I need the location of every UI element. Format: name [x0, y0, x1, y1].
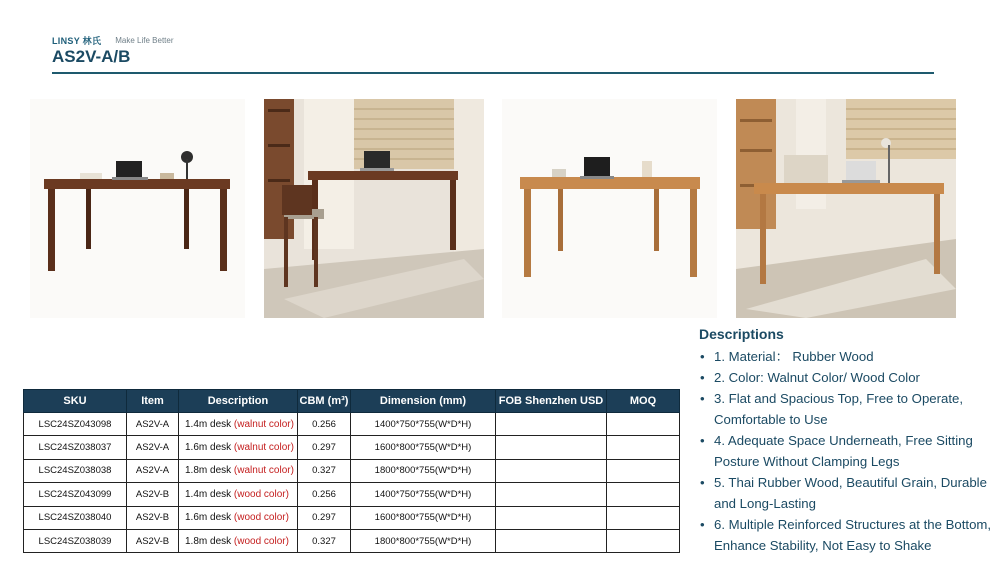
table-row — [24, 483, 680, 506]
description-text: 4. Adequate Space Underneath, Free Sitting Posture Without Clamping Legs — [714, 433, 973, 469]
walnut-desk-white-photo — [30, 99, 245, 318]
moq-cell — [607, 529, 680, 552]
item-cell: AS2V-B — [127, 506, 179, 529]
description-size: 1.4m desk — [185, 488, 234, 500]
dimension-cell: 1800*800*755(W*D*H) — [351, 529, 496, 552]
description-size: 1.8m desk — [185, 465, 234, 477]
description-text: 6. Multiple Reinforced Structures at the Bottom, Enhance Stability, Not Easy to Shake — [714, 517, 992, 553]
moq-cell — [607, 483, 680, 506]
sku-cell: LSC24SZ038038 — [24, 459, 127, 482]
spec-table — [23, 389, 680, 553]
table-row — [24, 529, 680, 552]
brand-slogan: Make Life Better — [115, 35, 174, 45]
cbm-cell: 0.327 — [298, 529, 351, 552]
item-cell: AS2V-A — [127, 459, 179, 482]
item-cell: AS2V-A — [127, 413, 179, 436]
description-text: 2. Color: Walnut Color/ Wood Color — [714, 370, 920, 385]
item-cell: AS2V-B — [127, 529, 179, 552]
column-header-item: Item — [127, 390, 179, 413]
color-note: (wood color) — [233, 535, 289, 547]
moq-cell — [607, 413, 680, 436]
bullet-icon: • — [700, 475, 705, 490]
descriptions-list — [699, 346, 999, 556]
description-cell — [179, 483, 298, 506]
description-text: 5. Thai Rubber Wood, Beautiful Grain, Durable and Long-Lasting — [714, 475, 987, 511]
description-item — [699, 514, 999, 556]
brand-logo: LINSY 林氏 — [52, 35, 102, 46]
description-cell — [179, 436, 298, 459]
fob-cell — [496, 459, 607, 482]
item-cell: AS2V-B — [127, 483, 179, 506]
description-size: 1.6m desk — [185, 512, 234, 524]
wood-desk-room-photo — [736, 99, 956, 318]
column-header-description: Description — [179, 390, 298, 413]
color-note: (walnut color) — [233, 442, 294, 454]
header-divider — [52, 72, 934, 74]
description-cell — [179, 529, 298, 552]
table-row — [24, 459, 680, 482]
cbm-cell: 0.297 — [298, 506, 351, 529]
header — [52, 30, 174, 66]
column-header-sku: SKU — [24, 390, 127, 413]
description-cell — [179, 459, 298, 482]
bullet-icon: • — [700, 370, 705, 385]
fob-cell — [496, 436, 607, 459]
description-text: 1. Material： Rubber Wood — [714, 349, 874, 364]
cbm-cell: 0.297 — [298, 436, 351, 459]
cbm-cell: 0.256 — [298, 483, 351, 506]
cbm-cell: 0.256 — [298, 413, 351, 436]
dimension-cell: 1400*750*755(W*D*H) — [351, 413, 496, 436]
table-row — [24, 436, 680, 459]
wood-desk-white-photo — [502, 99, 717, 318]
descriptions-panel — [699, 325, 999, 556]
table-header-row — [24, 390, 680, 413]
description-cell — [179, 506, 298, 529]
description-size: 1.8m desk — [185, 535, 234, 547]
moq-cell — [607, 436, 680, 459]
sku-cell: LSC24SZ038037 — [24, 436, 127, 459]
dimension-cell: 1600*800*755(W*D*H) — [351, 506, 496, 529]
color-note: (wood color) — [233, 512, 289, 524]
bullet-icon: • — [700, 349, 705, 364]
bullet-icon: • — [700, 433, 705, 448]
sku-cell: LSC24SZ043098 — [24, 413, 127, 436]
color-note: (wood color) — [233, 488, 289, 500]
descriptions-heading: Descriptions — [699, 326, 784, 342]
description-size: 1.4m desk — [185, 418, 234, 430]
column-header-moq: MOQ — [607, 390, 680, 413]
dimension-cell: 1400*750*755(W*D*H) — [351, 483, 496, 506]
bullet-icon: • — [700, 391, 705, 406]
dimension-cell: 1600*800*755(W*D*H) — [351, 436, 496, 459]
column-header-cbm: CBM (m³) — [298, 390, 351, 413]
table-row — [24, 413, 680, 436]
walnut-desk-room-photo — [264, 99, 484, 318]
description-item — [699, 367, 999, 388]
bullet-icon: • — [700, 517, 705, 532]
sku-cell: LSC24SZ038040 — [24, 506, 127, 529]
description-item — [699, 388, 999, 430]
table-row — [24, 506, 680, 529]
sku-cell: LSC24SZ038039 — [24, 529, 127, 552]
description-item — [699, 430, 999, 472]
fob-cell — [496, 529, 607, 552]
column-header-dimension: Dimension (mm) — [351, 390, 496, 413]
sku-cell: LSC24SZ043099 — [24, 483, 127, 506]
dimension-cell: 1800*800*755(W*D*H) — [351, 459, 496, 482]
moq-cell — [607, 506, 680, 529]
fob-cell — [496, 483, 607, 506]
description-cell — [179, 413, 298, 436]
description-item — [699, 472, 999, 514]
page-title: AS2V-A/B — [52, 47, 131, 66]
moq-cell — [607, 459, 680, 482]
cbm-cell: 0.327 — [298, 459, 351, 482]
description-size: 1.6m desk — [185, 442, 234, 454]
color-note: (walnut color) — [233, 465, 294, 477]
fob-cell — [496, 413, 607, 436]
fob-cell — [496, 506, 607, 529]
color-note: (walnut color) — [233, 418, 294, 430]
item-cell: AS2V-A — [127, 436, 179, 459]
description-text: 3. Flat and Spacious Top, Free to Operate, Comfortable to Use — [714, 391, 963, 427]
description-item — [699, 346, 999, 367]
column-header-fob: FOB Shenzhen USD — [496, 390, 607, 413]
